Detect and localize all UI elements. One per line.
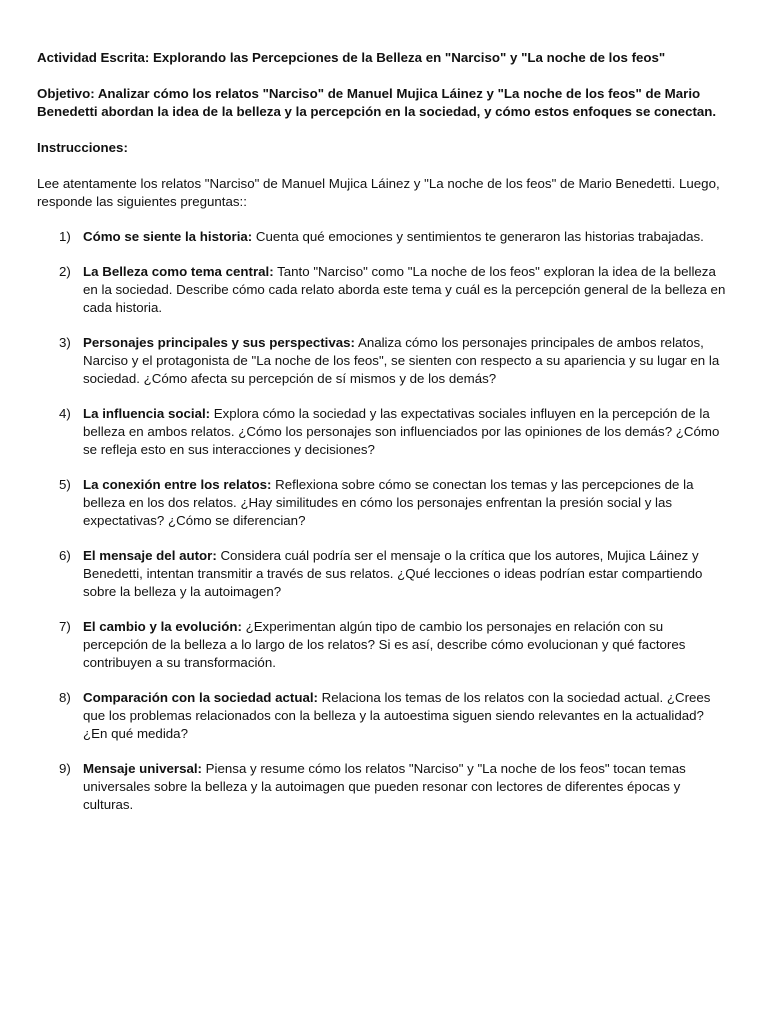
question-label: La influencia social: (83, 406, 211, 421)
question-text: Piensa y resume cómo los relatos "Narciso" y "La noche de los feos" tocan temas universales sobre la belleza y la autoimagen que pueden resonar con lectores de diferentes épocas y culturas. (83, 761, 686, 812)
question-text: ¿Experimentan algún tipo de cambio los personajes en relación con su percepción de la belleza a lo largo de los relatos? Si es así, describe cómo evolucionan y qué factores contribuyen a su transformación. (83, 619, 686, 670)
intro-paragraph: Lee atentamente los relatos "Narciso" de Manuel Mujica Láinez y "La noche de los feos" de Mario Benedetti. Luego, responde las siguientes preguntas:: (37, 176, 720, 209)
document-page (37, 49, 727, 831)
question-item (37, 760, 727, 814)
question-item (37, 405, 727, 459)
question-number: 4) (59, 406, 71, 421)
question-item (37, 334, 727, 388)
question-number: 3) (59, 335, 71, 350)
question-text: Tanto "Narciso" como "La noche de los feos" exploran la idea de la belleza en la sociedad. Describe cómo cada relato aborda este tema y cuál es la percepción general de la belleza en cada historia. (83, 264, 726, 315)
question-number: 6) (59, 548, 71, 563)
question-item (37, 263, 727, 317)
question-item (37, 618, 727, 672)
question-number: 1) (59, 229, 71, 244)
question-item (37, 476, 727, 530)
question-label: Comparación con la sociedad actual: (83, 690, 318, 705)
question-text: Explora cómo la sociedad y las expectativas sociales influyen en la percepción de la belleza en ambos relatos. ¿Cómo los personajes son influenciados por las opiniones de los demás? ¿Cómo se refleja esto en sus interacciones y decisiones? (83, 406, 720, 457)
question-label: Mensaje universal: (83, 761, 202, 776)
instructions-heading: Instrucciones: (37, 140, 128, 155)
question-number: 8) (59, 690, 71, 705)
question-number: 5) (59, 477, 71, 492)
question-item (37, 547, 727, 601)
question-label: El mensaje del autor: (83, 548, 217, 563)
question-item (37, 689, 727, 743)
question-text: Analiza cómo los personajes principales de ambos relatos, Narciso y el protagonista de "La noche de los feos", se sienten con respecto a su apariencia y su lugar en la sociedad. ¿Cómo afecta su percepción de sí mismos y de los demás? (83, 335, 720, 386)
question-list (37, 228, 727, 814)
question-label: La Belleza como tema central: (83, 264, 274, 279)
document-title: Actividad Escrita: Explorando las Percepciones de la Belleza en "Narciso" y "La noche de los feos" (37, 50, 666, 65)
question-label: Personajes principales y sus perspectivas: (83, 335, 355, 350)
question-text: Cuenta qué emociones y sentimientos te generaron las historias trabajadas. (252, 229, 704, 244)
question-number: 7) (59, 619, 71, 634)
question-text: Reflexiona sobre cómo se conectan los temas y las percepciones de la belleza en los dos relatos. ¿Hay similitudes en cómo los personajes enfrentan la presión social y las expectativas? ¿Cómo se diferencian? (83, 477, 694, 528)
question-number: 2) (59, 264, 71, 279)
question-item (37, 228, 727, 246)
question-number: 9) (59, 761, 71, 776)
objective-paragraph: Objetivo: Analizar cómo los relatos "Narciso" de Manuel Mujica Láinez y "La noche de los feos" de Mario Benedetti abordan la idea de la belleza y la percepción en la sociedad, y cómo estos enfoques se conectan. (37, 86, 717, 119)
question-text: Considera cuál podría ser el mensaje o la crítica que los autores, Mujica Láinez y Benedetti, intentan transmitir a través de sus relatos. ¿Qué lecciones o ideas podrían estar compartiendo sobre la belleza y la autoimagen? (83, 548, 703, 599)
question-label: Cómo se siente la historia: (83, 229, 253, 244)
question-label: El cambio y la evolución: (83, 619, 242, 634)
question-text: Relaciona los temas de los relatos con la sociedad actual. ¿Crees que los problemas relacionados con la belleza y la autoestima siguen siendo relevantes en la actualidad? ¿En qué medida? (83, 690, 711, 741)
question-label: La conexión entre los relatos: (83, 477, 272, 492)
